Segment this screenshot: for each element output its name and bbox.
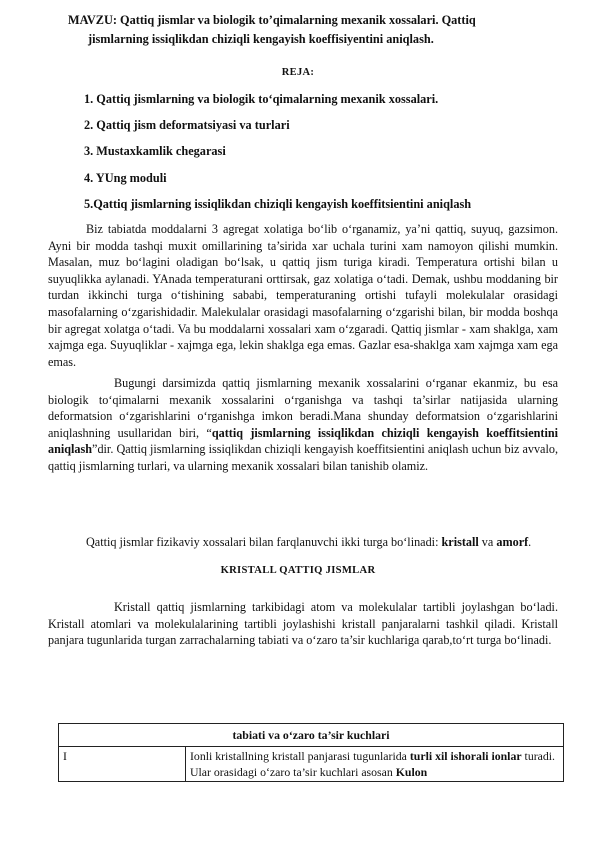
paragraph-solid-types-end: . [528, 535, 532, 549]
term-amorf: amorf [496, 535, 529, 549]
paragraph-lesson-intro-highlight: qattiq jismlarning issiqlikdan chiziqli kengayish koeffitsientini aniqlash [48, 425, 558, 457]
paragraph-solid-types-mid: va [478, 535, 497, 549]
crystal-types-table [58, 723, 564, 782]
paragraph-lesson-intro-text: Bugungi darsimizda qattiq jismlarning mexanik xossalarini o‘rganar ekanmiz, bu esa biologik to‘qimalarni mexanik xossalarini o‘rganishga va tashqi ta’sirlar natijasida ularning deformatsion o‘zgarishlarini o‘rganishga imkon beradi.Mana shunday deformatsion o‘zgarishlarini aniqlashning usullaridan biri, “ [48, 376, 558, 440]
paragraph-lesson-intro [48, 375, 558, 475]
title-line-1: MAVZU: Qattiq jismlar va biologik to’qimalarning mexanik xossalari. Qattiq [68, 13, 476, 27]
table-header-row [59, 724, 564, 747]
plan-item-5: 5.Qattiq jismlarning issiqlikdan chiziqli kengayish koeffitsientini aniqlash [84, 197, 472, 211]
paragraph-aggregate-states: Biz tabiatda moddalarni 3 agregat xolatiga bo‘lib o‘rganamiz, ya’ni qattiq, suyuq, gazsimon. Ayni bir modda tashqi muxit omillarining ta’sirida xar uchala turini xam namoyon qilishi mumkin. Masalan, muz bo‘lagini oladigan bo‘lsak, u qattiq jism turiga kiradi. Temperatura ortishi bilan u suyuqlikka aylanadi. YAnada temperaturani orttirsak, gaz xolatiga o‘tadi. Demak, ushbu moddaning bir turdan ikkinchi turga o‘tishining sababi, temperaturaning ortishi tufayli molekulalar orasidagi masofalarning o‘zgarishidadir. Malekulalar orasidagi masofalarning o‘zgarishi bilan, bir modda boshqa bir agregat xolatga o‘tadi. Va bu moddalarni xossalari xam o‘zgaradi. Qattiq jismlar - xam shaklga, xam xajmga ega. Suyuqliklar - xajmga ega, lekin shaklga ega emas. Gazlar esa-shaklga xam xajmga xam ega emas. [48, 222, 558, 369]
table-header-cell: tabiati va o‘zaro ta’sir kuchlari [59, 724, 564, 747]
table-row [59, 747, 564, 782]
row-text-bold-2: Kulon [395, 765, 428, 779]
document-title [68, 11, 568, 49]
row-text-mid: turadi. Ular orasidagi o‘zaro ta’sir kuchlari asosan [190, 749, 556, 779]
row-text-start: Ionli kristallning kristall panjarasi tugunlarida [190, 749, 410, 763]
table-row-number: I [59, 747, 186, 782]
plan-heading: REJA: [281, 67, 315, 78]
plan-item-1: 1. Qattiq jismlarning va biologik to‘qimalarning mexanik xossalari. [84, 92, 439, 106]
paragraph-solid-types [48, 534, 558, 551]
table-row-description [186, 747, 564, 782]
row-text-bold: turli xil ishorali ionlar [409, 749, 522, 763]
section-heading: KRISTALL QATTIQ JISMLAR [220, 565, 376, 576]
plan-item-2: 2. Qattiq jism deformatsiyasi va turlari [84, 118, 290, 132]
paragraph-solid-types-text: Qattiq jismlar fizikaviy xossalari bilan farqlanuvchi ikki turga bo‘linadi: [86, 535, 442, 549]
paragraph-crystal: Kristall qattiq jismlarning tarkibidagi atom va molekulalar tartibli joylashgan bo‘ladi. Kristall atomlari va molekulalarining tartibli joylashishi kristall panjaralarni tashkil qiladi. Kristall panjara tugunlarida turgan zarrachalarning tabiati va o‘zaro ta’sir kuchlariga qarab,to‘rt turga bo‘linadi. [48, 600, 558, 648]
plan-item-4: 4. YUng moduli [84, 171, 167, 185]
paragraph-lesson-intro-end: ”dir. Qattiq jismlarning issiqlikdan chiziqli kengayish koeffitsientini aniqlash uchun biz avvalo, qattiq jismlarning turlari, va ularning mexanik xossalari bilan tanishib olamiz. [48, 442, 558, 473]
plan-item-3: 3. Mustaxkamlik chegarasi [84, 144, 226, 158]
term-kristall: kristall [441, 535, 479, 549]
title-line-2: jismlarning issiqlikdan chiziqli kengayish koeffisiyentini aniqlash. [88, 32, 434, 46]
